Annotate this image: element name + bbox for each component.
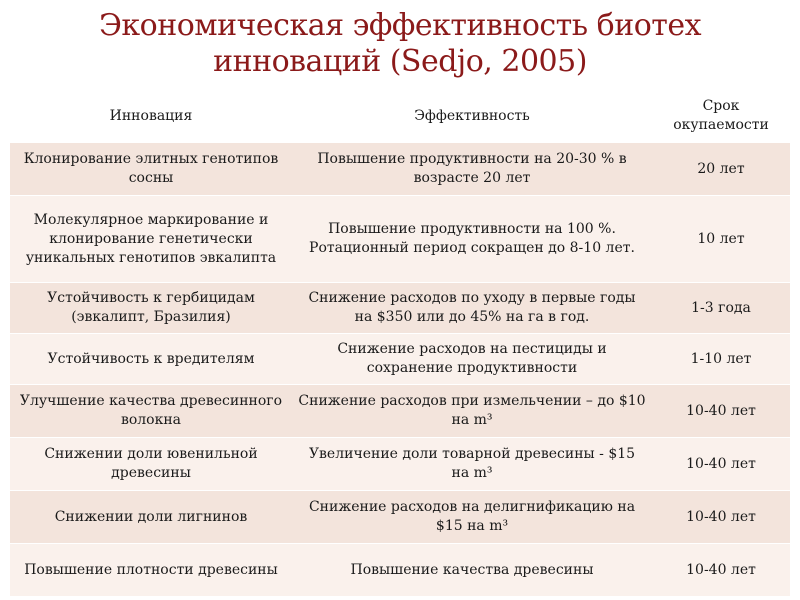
table-row <box>10 491 790 544</box>
cell-efficiency: Снижение расходов на пестициды и сохранение продуктивности <box>337 341 607 376</box>
page-title <box>0 8 800 80</box>
cell-payback: 10 лет <box>697 230 745 247</box>
cell-efficiency: Снижение расходов по уходу в первые годы на $350 или до 45% на га в год. <box>308 290 636 325</box>
header-payback: Срок окупаемости <box>673 98 769 133</box>
cell-efficiency: Снижение расходов на делигнификацию на $15 на m³ <box>308 499 636 534</box>
table-row <box>10 196 790 283</box>
cell-innovation: Устойчивость к гербицидам (эвкалипт, Бразилия) <box>47 290 255 325</box>
cell-efficiency: Повышение продуктивности на 20-30 % в возрасте 20 лет <box>317 151 627 186</box>
cell-payback: 10-40 лет <box>686 455 756 472</box>
cell-innovation: Клонирование элитных генотипов сосны <box>23 151 279 186</box>
title-line-1: Экономическая эффективность биотех <box>98 8 702 43</box>
cell-payback: 20 лет <box>697 160 745 177</box>
header-efficiency: Эффективность <box>414 107 530 124</box>
cell-efficiency: Снижение расходов при измельчении – до $10 на m³ <box>298 393 646 428</box>
efficiency-table <box>10 90 790 597</box>
cell-innovation: Молекулярное маркирование и клонирование генетически уникальных генотипов эвкалипта <box>25 211 277 266</box>
cell-payback: 10-40 лет <box>686 402 756 419</box>
table-row <box>10 385 790 438</box>
title-line-2: инноваций (Sedjo, 2005) <box>213 44 587 79</box>
cell-payback: 10-40 лет <box>686 561 756 578</box>
cell-innovation: Улучшение качества древесинного волокна <box>19 393 283 428</box>
cell-efficiency: Повышение качества древесины <box>350 561 594 578</box>
header-innovation: Инновация <box>109 107 193 124</box>
table-row <box>10 544 790 597</box>
cell-innovation: Снижении доли ювенильной древесины <box>44 446 258 481</box>
cell-efficiency: Повышение продуктивности на 100 %. Ротационный период сокращен до 8-10 лет. <box>309 221 635 256</box>
cell-payback: 10-40 лет <box>686 508 756 525</box>
table-row <box>10 143 790 196</box>
cell-efficiency: Увеличение доли товарной древесины - $15 на m³ <box>308 446 636 481</box>
table-row <box>10 334 790 385</box>
cell-innovation: Устойчивость к вредителям <box>47 350 255 367</box>
cell-innovation: Снижении доли лигнинов <box>54 508 248 525</box>
table-header-row <box>10 90 790 143</box>
cell-payback: 1-3 года <box>691 299 751 316</box>
cell-innovation: Повышение плотности древесины <box>24 561 278 578</box>
cell-payback: 1-10 лет <box>690 350 752 367</box>
table-row <box>10 283 790 334</box>
table-row <box>10 438 790 491</box>
